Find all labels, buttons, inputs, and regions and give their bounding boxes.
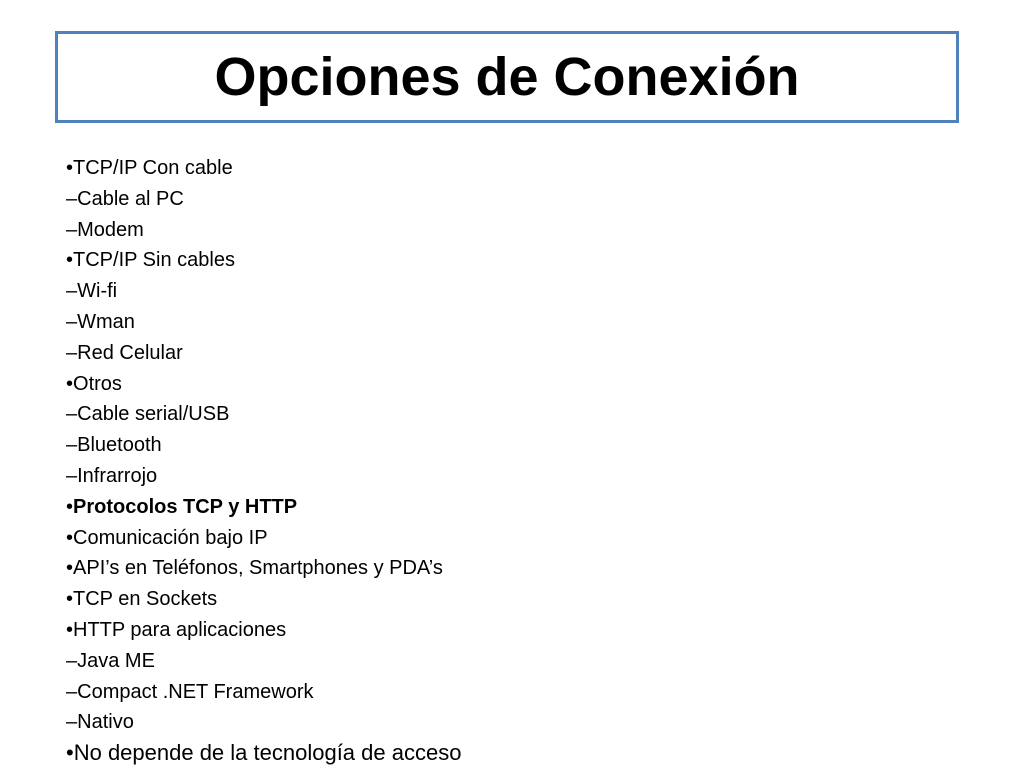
list-item	[66, 430, 966, 461]
list-item-text-bold: Protocolos TCP y HTTP	[73, 495, 298, 518]
list-item-text: Nativo	[77, 711, 134, 734]
dash-marker: –	[66, 187, 78, 210]
list-item	[66, 523, 966, 554]
dash-marker: –	[66, 403, 78, 426]
bullet-marker: •	[66, 618, 74, 641]
list-item	[66, 245, 966, 276]
list-item-text: Infrarrojo	[77, 464, 158, 487]
list-item-text: Modem	[77, 218, 144, 241]
list-item	[66, 553, 966, 584]
dash-marker: –	[66, 218, 78, 241]
list-item-text: Comunicación bajo IP	[73, 526, 268, 549]
list-item	[66, 153, 966, 184]
bullet-list	[66, 153, 966, 769]
list-item-text: TCP/IP Sin cables	[73, 249, 235, 272]
dash-marker: –	[66, 341, 78, 364]
list-item-text: Java ME	[77, 649, 155, 672]
list-item	[66, 646, 966, 677]
list-item	[66, 399, 966, 430]
dash-marker: –	[66, 711, 78, 734]
list-item	[66, 677, 966, 708]
title-box	[55, 31, 959, 123]
list-item-text: Bluetooth	[77, 434, 162, 457]
list-item-text: TCP en Sockets	[73, 588, 218, 611]
bullet-marker: •	[66, 740, 74, 766]
list-item	[66, 215, 966, 246]
list-item-text: Wman	[77, 310, 135, 333]
list-item-text: No depende de la tecnología de acceso	[73, 740, 462, 766]
bullet-marker: •	[66, 526, 74, 549]
list-item-text: Cable serial/USB	[77, 403, 230, 426]
list-item	[66, 461, 966, 492]
bullet-marker: •	[66, 249, 74, 272]
slide-title: Opciones de Conexión	[214, 47, 800, 107]
list-item	[66, 338, 966, 369]
dash-marker: –	[66, 649, 78, 672]
bullet-marker: •	[66, 557, 74, 580]
list-item-text: Otros	[73, 372, 122, 395]
bullet-marker: •	[66, 372, 74, 395]
dash-marker: –	[66, 434, 78, 457]
dash-marker: –	[66, 464, 78, 487]
list-item	[66, 707, 966, 738]
list-item	[66, 584, 966, 615]
dash-marker: –	[66, 280, 78, 303]
list-item	[66, 307, 966, 338]
list-item	[66, 738, 966, 769]
list-item-text: HTTP para aplicaciones	[73, 618, 287, 641]
list-item-text: API’s en Teléfonos, Smartphones y PDA’s	[73, 557, 443, 580]
list-item	[66, 276, 966, 307]
bullet-marker: •	[66, 157, 74, 179]
list-item-text: Compact .NET Framework	[77, 680, 314, 703]
dash-marker: –	[66, 680, 78, 703]
list-item-text: Cable al PC	[77, 187, 184, 210]
list-item	[66, 615, 966, 646]
bullet-marker: •	[66, 495, 74, 518]
list-item-text: Wi-fi	[77, 280, 118, 303]
dash-marker: –	[66, 310, 78, 333]
list-item	[66, 492, 966, 523]
list-item	[66, 369, 966, 400]
list-item-text: TCP/IP Con cable	[73, 157, 233, 179]
list-item	[66, 184, 966, 215]
list-item-text: Red Celular	[77, 341, 183, 364]
bullet-marker: •	[66, 588, 74, 611]
